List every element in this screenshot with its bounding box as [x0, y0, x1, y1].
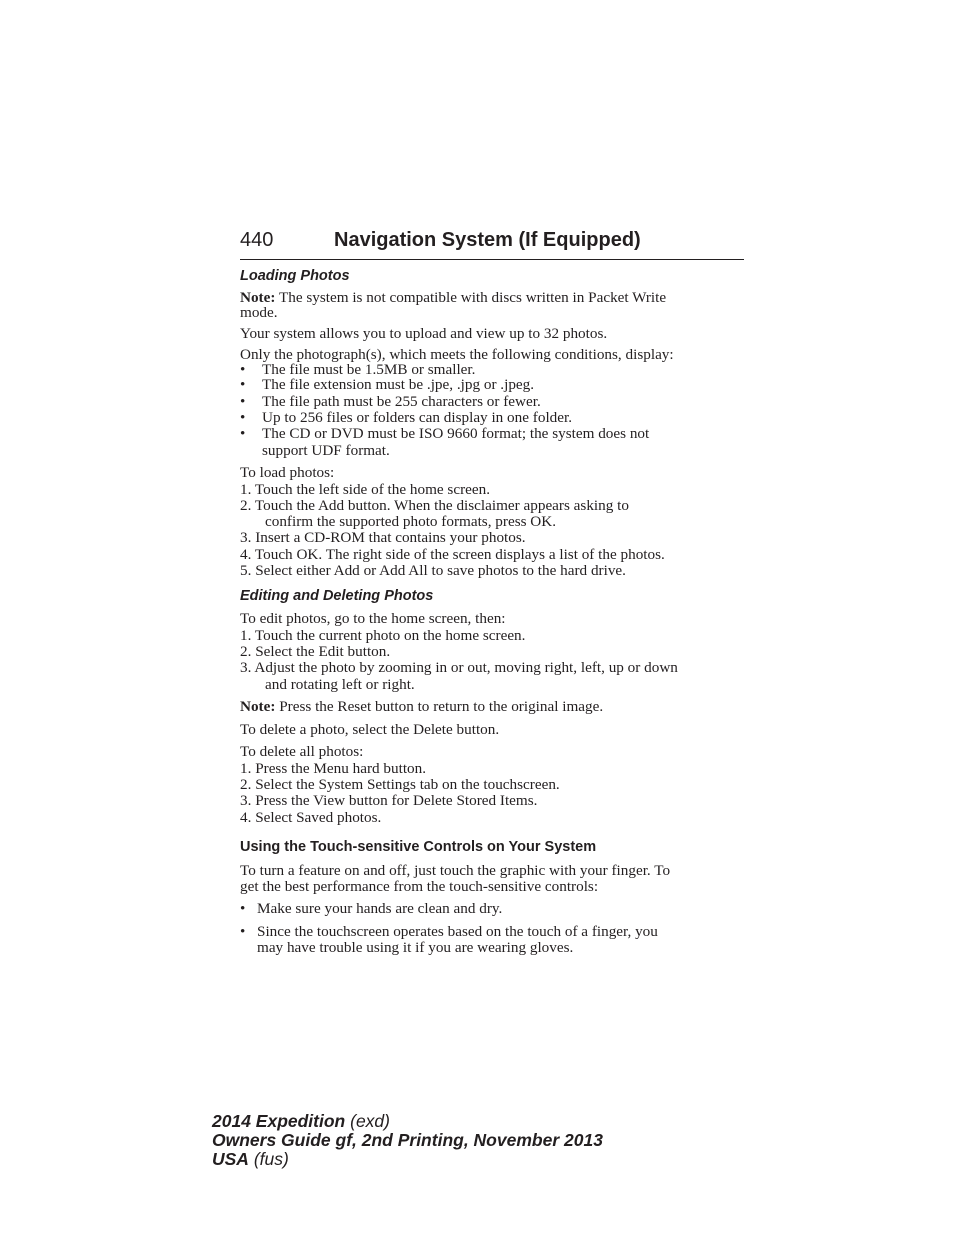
paragraph: Your system allows you to upload and view up to 32 photos.	[240, 325, 608, 342]
step-item: 4. Select Saved photos.	[240, 809, 382, 826]
steps-intro: To load photos:	[240, 464, 335, 481]
footer-market-code: (fus)	[248, 1149, 289, 1169]
bullet-item: Up to 256 files or folders can display in one folder.	[262, 409, 573, 426]
footer-model-name: 2014 Expedition	[212, 1111, 346, 1131]
bullet-item: The file extension must be .jpe, .jpg or .jpeg.	[262, 376, 535, 393]
step-item: 1. Press the Menu hard button.	[240, 760, 427, 777]
section-heading-loading-photos: Loading Photos	[240, 268, 350, 284]
bullet-item: The file must be 1.5MB or smaller.	[262, 361, 476, 378]
bullet-marker: •	[240, 393, 246, 410]
step-item: 2. Touch the Add button. When the disclaimer appears asking to	[240, 497, 629, 514]
chapter-title: Navigation System (If Equipped)	[334, 229, 641, 251]
bullet-marker: •	[240, 361, 246, 378]
bullet-marker: •	[240, 425, 246, 442]
note-text: Press the Reset button to return to the original image.	[275, 698, 604, 715]
bullet-item: The CD or DVD must be ISO 9660 format; the system does not	[262, 425, 650, 442]
paragraph: To edit photos, go to the home screen, then:	[240, 610, 506, 627]
paragraph: To turn a feature on and off, just touch the graphic with your finger. To	[240, 862, 671, 879]
step-item: 5. Select either Add or Add All to save photos to the hard drive.	[240, 562, 626, 579]
footer-guide-info: Owners Guide gf, 2nd Printing, November 2013	[212, 1130, 603, 1150]
step-item: 3. Insert a CD-ROM that contains your photos.	[240, 529, 526, 546]
section-heading-touch-controls: Using the Touch-sensitive Controls on Your System	[240, 839, 597, 855]
footer-model	[212, 1111, 390, 1132]
step-item: 2. Select the Edit button.	[240, 643, 391, 660]
step-item: 3. Adjust the photo by zooming in or out, moving right, left, up or down	[240, 659, 678, 676]
page-header	[240, 229, 744, 260]
footer-model-code: (exd)	[345, 1111, 390, 1131]
paragraph: To delete a photo, select the Delete button.	[240, 721, 500, 738]
bullet-marker: •	[240, 923, 246, 940]
step-item-continuation: confirm the supported photo formats, press OK.	[265, 513, 557, 530]
step-item: 1. Touch the current photo on the home screen.	[240, 627, 526, 644]
step-item: 2. Select the System Settings tab on the touchscreen.	[240, 776, 560, 793]
paragraph-continuation: get the best performance from the touch-sensitive controls:	[240, 878, 599, 895]
bullet-marker: •	[240, 376, 246, 393]
bullet-item: Since the touchscreen operates based on the touch of a finger, you	[257, 923, 658, 940]
page-number: 440	[240, 229, 274, 251]
paragraph: To delete all photos:	[240, 743, 364, 760]
step-item: 4. Touch OK. The right side of the screen displays a list of the photos.	[240, 546, 665, 563]
step-item-continuation: and rotating left or right.	[265, 676, 415, 693]
note-label: Note:	[240, 289, 276, 306]
section-heading-editing-photos: Editing and Deleting Photos	[240, 588, 434, 604]
bullet-item: Make sure your hands are clean and dry.	[257, 900, 503, 917]
note-packet-write	[240, 290, 666, 306]
footer-market-name: USA	[212, 1149, 249, 1169]
note-label: Note:	[240, 698, 276, 715]
step-item: 1. Touch the left side of the home screen.	[240, 481, 491, 498]
bullet-marker: •	[240, 900, 246, 917]
paragraph: Only the photograph(s), which meets the following conditions, display:	[240, 346, 674, 363]
step-item: 3. Press the View button for Delete Stored Items.	[240, 792, 538, 809]
bullet-item-continuation: support UDF format.	[262, 442, 390, 459]
bullet-marker: •	[240, 409, 246, 426]
footer-market	[212, 1149, 289, 1170]
note-continuation: mode.	[240, 304, 278, 321]
bullet-item-continuation: may have trouble using it if you are wearing gloves.	[257, 939, 574, 956]
note-text: The system is not compatible with discs written in Packet Write	[275, 289, 667, 306]
note-reset	[240, 699, 603, 715]
bullet-item: The file path must be 255 characters or fewer.	[262, 393, 541, 410]
